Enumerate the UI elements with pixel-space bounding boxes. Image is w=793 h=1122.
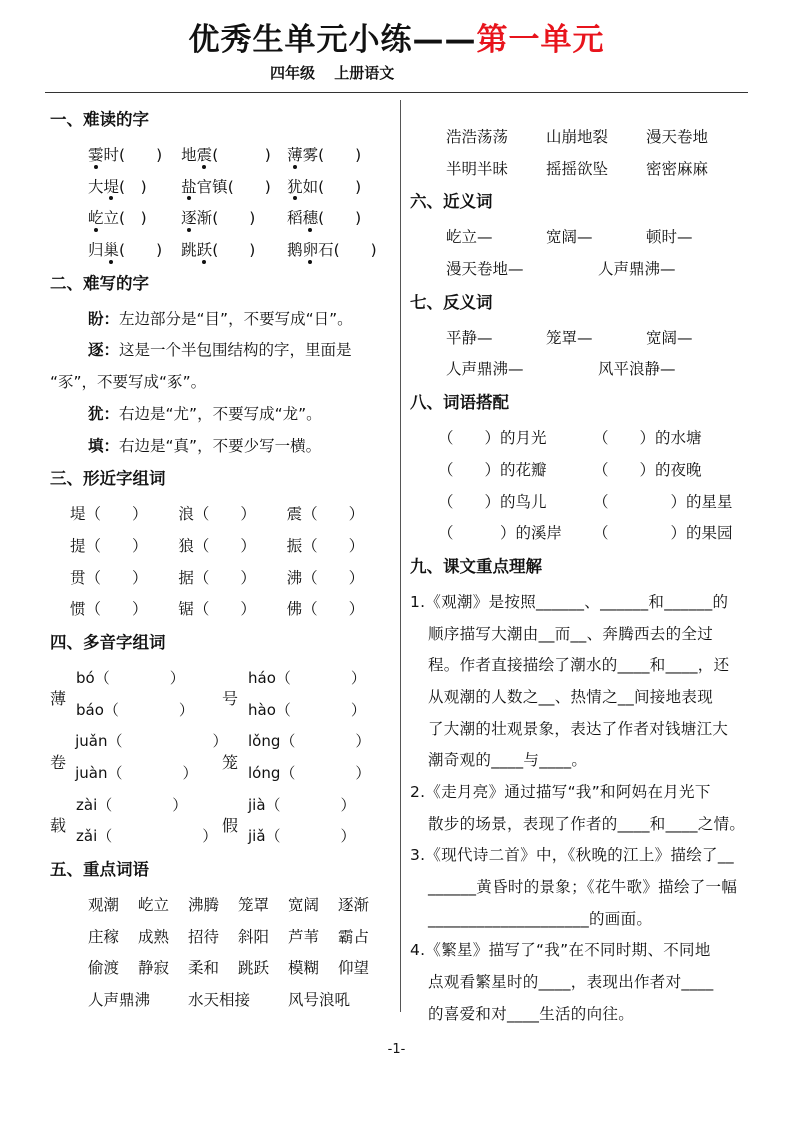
reading-word: 地震 bbox=[181, 146, 213, 164]
word-row bbox=[410, 423, 750, 455]
key-word: 庄稼 bbox=[88, 927, 120, 946]
reading-item bbox=[287, 203, 395, 235]
note-line bbox=[50, 431, 395, 463]
text-line bbox=[410, 809, 750, 841]
emphasis-dot bbox=[94, 165, 98, 169]
word-row bbox=[410, 254, 750, 286]
polyphone-row bbox=[50, 726, 395, 789]
reading-word: 霎时 bbox=[88, 146, 120, 164]
emphasis-dot bbox=[94, 228, 98, 232]
section-heading: 五、重点词语 bbox=[50, 860, 149, 880]
key-word: 沸腾 bbox=[188, 896, 220, 915]
text-line bbox=[410, 650, 750, 682]
collocation-item: （ ）的溪岸 bbox=[438, 524, 563, 543]
answer-parens: ( ) bbox=[318, 177, 362, 196]
synonym-item: 漫天卷地— bbox=[446, 260, 524, 279]
polyphone-char: 号 bbox=[222, 689, 239, 709]
key-word: 模糊 bbox=[288, 959, 320, 978]
reading-word: 犹如 bbox=[287, 177, 319, 196]
synonym-item: 宽阔— bbox=[546, 228, 593, 247]
right-column bbox=[410, 122, 750, 1031]
antonym-item: 宽阔— bbox=[646, 328, 693, 347]
polyphone-group bbox=[222, 726, 392, 789]
reading-item bbox=[88, 235, 181, 267]
section-heading: 七、反义词 bbox=[410, 292, 493, 312]
text-line-content: ____________________的画面。 bbox=[428, 909, 653, 928]
pinyin-blank: jià（ ） bbox=[248, 795, 356, 814]
text-line bbox=[410, 904, 750, 936]
key-word: 浩浩荡荡 bbox=[446, 128, 509, 146]
pinyin-lines bbox=[248, 726, 370, 789]
pinyin-blank: juǎn（ ） bbox=[75, 732, 228, 751]
text-line bbox=[410, 682, 750, 714]
header-divider bbox=[45, 92, 748, 93]
antonym-item: 平静— bbox=[446, 328, 493, 347]
collocation-item: （ ）的水塘 bbox=[593, 429, 702, 448]
similar-char-item: 沸（ ） bbox=[286, 568, 365, 587]
note-text: “豕”，不要写成“豖”。 bbox=[50, 373, 207, 392]
key-word: 观潮 bbox=[88, 896, 120, 915]
page-title bbox=[0, 14, 793, 59]
word-row bbox=[410, 154, 750, 186]
emphasis-dot bbox=[109, 260, 113, 264]
pinyin-lines bbox=[76, 663, 194, 726]
similar-char-item: 佛（ ） bbox=[286, 600, 365, 619]
word-row bbox=[410, 323, 750, 355]
text-line bbox=[410, 714, 750, 746]
polyphone-row bbox=[50, 663, 395, 726]
polyphone-group bbox=[222, 663, 392, 726]
answer-parens: ( ) bbox=[212, 146, 271, 164]
text-line-content: 顺序描写大潮由__而__、奔腾西去的全过 bbox=[428, 624, 714, 643]
pinyin-lines bbox=[76, 790, 217, 853]
similar-char-item: 振（ ） bbox=[286, 536, 365, 555]
antonym-item: 笼罩— bbox=[546, 328, 593, 347]
polyphone-group bbox=[50, 790, 222, 853]
word-row bbox=[50, 985, 395, 1017]
synonym-item: 人声鼎沸— bbox=[598, 260, 676, 279]
section-heading: 八、词语搭配 bbox=[410, 393, 509, 413]
pinyin-blank: bó（ ） bbox=[76, 668, 185, 687]
text-line-content: 2.《走月亮》通过描写“我”和阿妈在月光下 bbox=[410, 783, 711, 801]
word-row bbox=[410, 222, 750, 254]
pinyin-blank: zǎi（ ） bbox=[76, 827, 218, 846]
reading-item bbox=[181, 140, 287, 172]
collocation-item: （ ）的夜晚 bbox=[593, 460, 702, 479]
note-char: 盼： bbox=[88, 309, 120, 328]
word-row bbox=[50, 890, 395, 922]
collocation-item: （ ）的星星 bbox=[593, 492, 733, 511]
key-word: 跳跃 bbox=[238, 959, 270, 978]
word-row bbox=[50, 499, 395, 531]
emphasis-dot bbox=[187, 228, 191, 232]
key-word: 仰望 bbox=[338, 959, 370, 978]
synonym-item: 顿时— bbox=[646, 228, 693, 247]
reading-item bbox=[88, 140, 181, 172]
reading-item bbox=[181, 203, 287, 235]
pinyin-lines bbox=[248, 663, 366, 726]
text-line-content: 从观潮的人数之__、热情之__间接地表现 bbox=[428, 687, 714, 706]
note-text: 右边是“尤”，不要写成“龙”。 bbox=[119, 404, 322, 423]
polyphone-char: 薄 bbox=[50, 689, 67, 709]
word-row bbox=[410, 487, 750, 519]
key-word: 风号浪吼 bbox=[288, 991, 351, 1010]
note-text: 右边是“真”，不要少写一横。 bbox=[119, 436, 322, 455]
polyphone-group bbox=[50, 663, 222, 726]
subtitle: 四年级 上册语文 bbox=[270, 64, 395, 82]
key-word: 柔和 bbox=[188, 959, 220, 978]
section-heading: 九、课文重点理解 bbox=[410, 556, 542, 576]
text-line-content: 的喜爱和对____生活的向往。 bbox=[428, 1004, 635, 1023]
left-column bbox=[50, 103, 395, 1017]
word-row bbox=[50, 531, 395, 563]
answer-parens: ( ) bbox=[318, 209, 362, 228]
answer-parens: ( ) bbox=[119, 177, 147, 196]
reading-word: 鹅卵石 bbox=[287, 241, 334, 260]
text-line-content: 3.《现代诗二首》中，《秋晚的江上》描绘了__ bbox=[410, 846, 734, 865]
reading-word: 逐渐 bbox=[181, 209, 213, 228]
section-heading: 三、形近字组词 bbox=[50, 469, 166, 489]
text-line-content: 4.《繁星》描写了“我”在不同时期、不同地 bbox=[410, 941, 711, 960]
key-word: 偷渡 bbox=[88, 959, 120, 978]
note-line bbox=[50, 335, 395, 367]
reading-word: 薄雾 bbox=[287, 146, 319, 164]
similar-char-item: 据（ ） bbox=[178, 568, 256, 587]
word-row bbox=[50, 203, 395, 235]
pinyin-blank: juàn（ ） bbox=[75, 764, 198, 783]
note-line bbox=[50, 367, 395, 399]
polyphone-char: 卷 bbox=[50, 752, 67, 772]
pinyin-blank: háo（ ） bbox=[248, 668, 366, 687]
answer-parens: ( ) bbox=[318, 146, 362, 164]
pinyin-blank: jiǎ（ ） bbox=[248, 827, 356, 846]
answer-parens: ( ) bbox=[212, 241, 256, 260]
similar-char-item: 狼（ ） bbox=[178, 536, 256, 555]
pinyin-blank: hào（ ） bbox=[248, 700, 366, 719]
text-line-content: 潮奇观的____与____。 bbox=[428, 751, 588, 770]
key-word: 逐渐 bbox=[338, 896, 370, 915]
key-word: 斜阳 bbox=[238, 927, 270, 946]
polyphone-char: 笼 bbox=[222, 752, 239, 772]
key-word: 宽阔 bbox=[288, 896, 320, 915]
similar-char-item: 提（ ） bbox=[70, 536, 148, 555]
note-char: 填： bbox=[88, 436, 120, 455]
pinyin-lines bbox=[75, 726, 228, 789]
pinyin-blank: lóng（ ） bbox=[248, 764, 371, 783]
key-word: 摇摇欲坠 bbox=[546, 159, 609, 178]
text-line bbox=[410, 872, 750, 904]
text-line bbox=[410, 999, 750, 1031]
answer-parens: ( ) bbox=[333, 241, 377, 260]
title-main: 优秀生单元小练—— bbox=[188, 22, 477, 58]
note-line bbox=[50, 304, 395, 336]
similar-char-item: 浪（ ） bbox=[178, 505, 256, 524]
reading-item bbox=[287, 235, 395, 267]
answer-parens: ( ) bbox=[227, 177, 271, 196]
reading-word: 归巢 bbox=[88, 241, 120, 260]
reading-word: 稻穗 bbox=[287, 209, 319, 228]
pinyin-blank: lǒng（ ） bbox=[248, 732, 371, 751]
text-line bbox=[410, 777, 750, 809]
key-word: 芦苇 bbox=[288, 927, 320, 946]
note-text: 左边部分是“目”，不要写成“日”。 bbox=[119, 309, 353, 328]
emphasis-dot bbox=[293, 165, 297, 169]
word-row bbox=[50, 953, 395, 985]
text-line-content: ______黄昏时的景象；《花牛歌》描绘了一幅 bbox=[428, 878, 738, 897]
collocation-item: （ ）的花瓣 bbox=[438, 460, 547, 479]
text-line-content: 了大潮的壮观景象，表达了作者对钱塘江大 bbox=[428, 719, 729, 738]
reading-word: 跳跃 bbox=[181, 241, 213, 260]
page-number: -1- bbox=[387, 1042, 406, 1057]
word-row bbox=[50, 235, 395, 267]
key-word: 密密麻麻 bbox=[646, 159, 709, 178]
reading-item bbox=[181, 172, 287, 204]
similar-char-item: 堤（ ） bbox=[70, 505, 148, 524]
key-word: 成熟 bbox=[138, 927, 170, 946]
key-word: 水天相接 bbox=[188, 991, 251, 1010]
key-word: 漫天卷地 bbox=[646, 128, 709, 146]
reading-item bbox=[181, 235, 287, 267]
key-word: 人声鼎沸 bbox=[88, 991, 151, 1010]
text-line bbox=[410, 745, 750, 777]
title-unit: 第一单元 bbox=[476, 22, 605, 58]
antonym-item: 人声鼎沸— bbox=[446, 360, 524, 379]
similar-char-item: 震（ ） bbox=[286, 505, 365, 524]
key-word: 招待 bbox=[188, 927, 220, 946]
word-row bbox=[410, 122, 750, 154]
reading-word: 屹立 bbox=[88, 209, 120, 228]
section-heading: 一、难读的字 bbox=[50, 110, 149, 129]
similar-char-item: 惯（ ） bbox=[70, 600, 148, 619]
similar-char-item: 锯（ ） bbox=[178, 600, 256, 619]
collocation-item: （ ）的鸟儿 bbox=[438, 492, 547, 511]
reading-item bbox=[88, 203, 181, 235]
section-heading: 四、多音字组词 bbox=[50, 632, 166, 652]
key-word: 静寂 bbox=[138, 959, 170, 978]
answer-parens: ( ) bbox=[119, 209, 147, 228]
word-row bbox=[50, 594, 395, 626]
word-row bbox=[410, 455, 750, 487]
key-word: 霸占 bbox=[338, 927, 370, 946]
similar-char-item: 贯（ ） bbox=[70, 568, 148, 587]
reading-item bbox=[287, 172, 395, 204]
pinyin-blank: báo（ ） bbox=[76, 700, 194, 719]
pinyin-lines bbox=[248, 790, 356, 853]
answer-parens: ( ) bbox=[119, 146, 163, 164]
pinyin-blank: zài（ ） bbox=[76, 795, 188, 814]
text-line bbox=[410, 587, 750, 619]
text-line-content: 程。作者直接描绘了潮水的____和____，还 bbox=[428, 656, 730, 675]
text-line-content: 散步的场景，表现了作者的____和____之情。 bbox=[428, 814, 746, 833]
section-heading: 二、难写的字 bbox=[50, 273, 149, 293]
collocation-item: （ ）的果园 bbox=[593, 524, 733, 543]
polyphone-char: 载 bbox=[50, 815, 67, 835]
word-row bbox=[410, 354, 750, 386]
note-text: 这是一个半包围结构的字，里面是 bbox=[119, 341, 352, 360]
note-line bbox=[50, 399, 395, 431]
polyphone-group bbox=[50, 726, 228, 789]
reading-word: 大堤 bbox=[88, 177, 120, 196]
polyphone-char: 假 bbox=[222, 815, 239, 835]
key-word: 屹立 bbox=[138, 896, 170, 915]
word-row bbox=[50, 563, 395, 595]
text-line-content: 点观看繁星时的____，表现出作者对____ bbox=[428, 973, 714, 992]
polyphone-row bbox=[50, 790, 395, 853]
antonym-item: 风平浪静— bbox=[598, 360, 676, 379]
polyphone-group bbox=[222, 790, 392, 853]
text-line bbox=[410, 935, 750, 967]
text-line bbox=[410, 967, 750, 999]
answer-parens: ( ) bbox=[119, 241, 163, 260]
column-divider bbox=[400, 100, 401, 1012]
collocation-item: （ ）的月光 bbox=[438, 429, 547, 448]
synonym-item: 屹立— bbox=[446, 228, 493, 247]
note-char: 逐： bbox=[88, 341, 120, 360]
key-word: 山崩地裂 bbox=[546, 128, 609, 146]
key-word: 笼罩 bbox=[238, 896, 270, 915]
reading-item bbox=[287, 140, 395, 172]
key-word: 半明半昧 bbox=[446, 159, 509, 178]
answer-parens: ( ) bbox=[212, 209, 256, 228]
text-line bbox=[410, 619, 750, 651]
word-row bbox=[50, 140, 395, 172]
text-line-content: 1.《观潮》是按照______、______和______的 bbox=[410, 592, 729, 611]
note-char: 犹： bbox=[88, 404, 120, 423]
section-heading: 六、近义词 bbox=[410, 192, 493, 212]
word-row bbox=[50, 922, 395, 954]
word-row bbox=[410, 518, 750, 550]
reading-word: 盐官镇 bbox=[181, 177, 228, 196]
reading-item bbox=[88, 172, 181, 204]
word-row bbox=[50, 172, 395, 204]
text-line bbox=[410, 840, 750, 872]
